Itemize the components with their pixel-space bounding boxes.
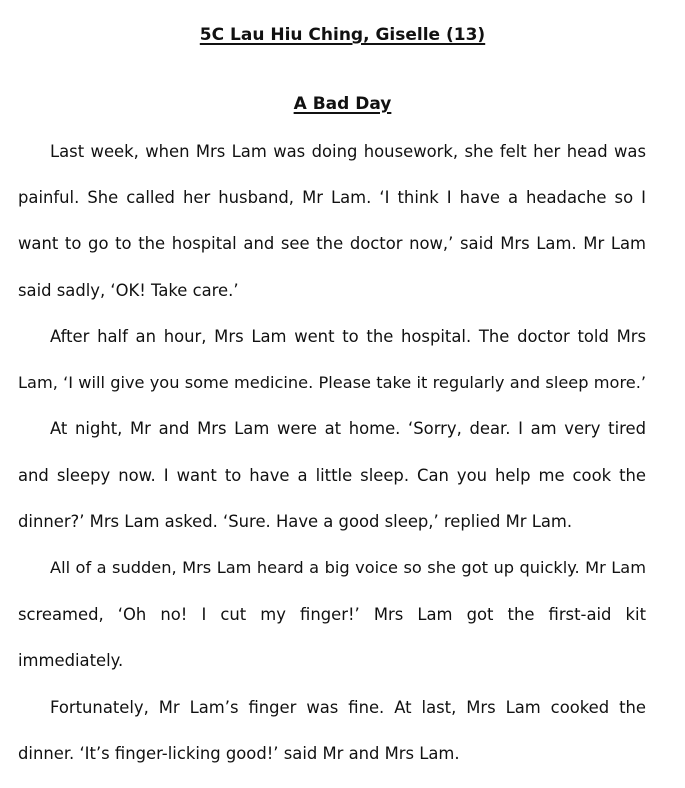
text-line-2: painful. She called her husband, Mr Lam. ‘I think I have a headache so I (18, 188, 646, 207)
text-line-13: Fortunately, Mr Lam’s finger was fine. At last, Mrs Lam cooked the (50, 698, 646, 717)
text-line-6: Lam, ‘I will give you some medicine. Please take it regularly and sleep more.’ (18, 373, 646, 392)
text-line-5: After half an hour, Mrs Lam went to the hospital. The doctor told Mrs (50, 327, 646, 346)
text-line-1: Last week, when Mrs Lam was doing housework, she felt her head was (50, 142, 646, 161)
text-line-7: At night, Mr and Mrs Lam were at home. ‘Sorry, dear. I am very tired (50, 419, 646, 438)
text-line-12: immediately. (18, 651, 124, 670)
text-line-9: dinner?’ Mrs Lam asked. ‘Sure. Have a good sleep,’ replied Mr Lam. (18, 512, 573, 531)
text-line-11: screamed, ‘Oh no! I cut my finger!’ Mrs Lam got the first-aid kit (18, 605, 646, 624)
text-line-8: and sleepy now. I want to have a little sleep. Can you help me cook the (18, 466, 646, 485)
text-line-3: want to go to the hospital and see the doctor now,’ said Mrs Lam. Mr Lam (18, 234, 646, 253)
author-line: 5C Lau Hiu Ching, Giselle (13) (199, 25, 486, 45)
story-title: A Bad Day (293, 94, 392, 114)
text-line-14: dinner. ‘It’s finger-licking good!’ said Mr and Mrs Lam. (18, 744, 460, 763)
text-line-4: said sadly, ‘OK! Take care.’ (18, 281, 239, 300)
text-line-10: All of a sudden, Mrs Lam heard a big voice so she got up quickly. Mr Lam (50, 558, 646, 577)
